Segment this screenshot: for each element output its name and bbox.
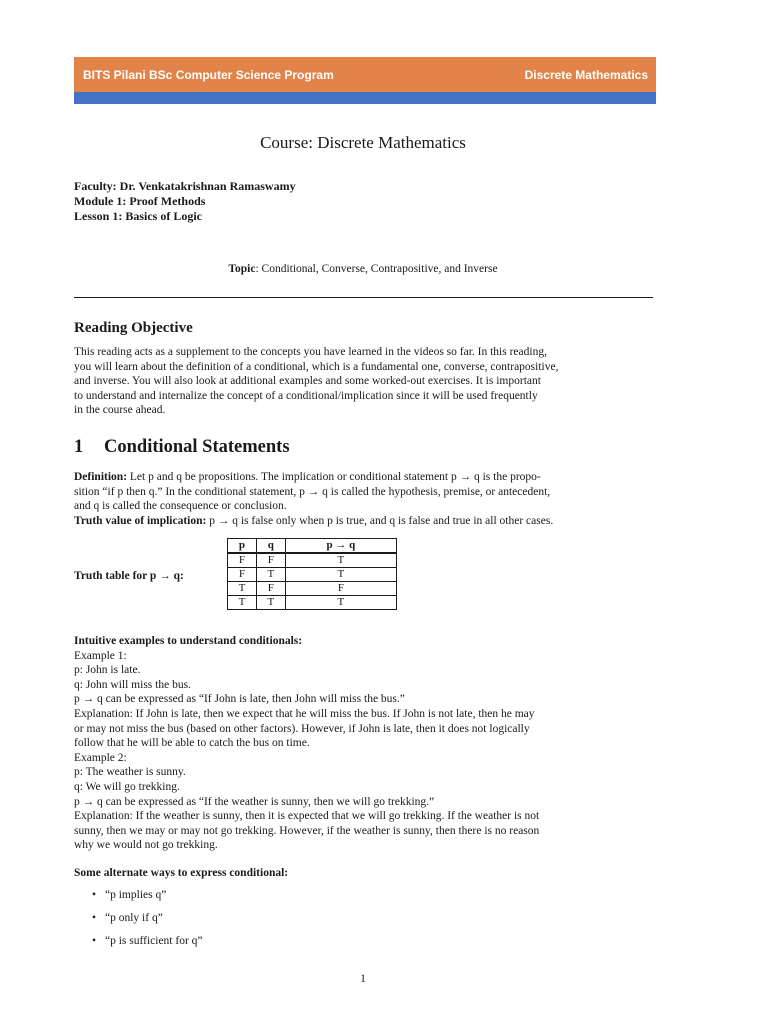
examples-heading <box>74 634 653 649</box>
text-line: p → q can be expressed as “If the weather is sunny, then we will go trekking.” <box>74 795 435 808</box>
text-run: p → q is false only when p is true, and q is false and true in all other cases. <box>206 514 554 527</box>
text-line <box>74 470 653 485</box>
table-row <box>228 596 397 610</box>
program-name: BITS Pilani BSc Computer Science Program <box>83 68 334 82</box>
examples-heading-text: Intuitive examples to understand conditionals: <box>74 635 303 647</box>
truth-value-label: Truth value of implication: <box>74 514 207 527</box>
text-line: Example 1: <box>74 649 127 662</box>
table-cell: T <box>285 596 396 610</box>
module-line: Module 1: Proof Methods <box>74 194 206 208</box>
list-item: • “p is sufficient for q” <box>74 934 203 957</box>
topic-label: Topic <box>228 263 256 275</box>
table-header-cell: p <box>228 539 257 554</box>
section-heading <box>74 437 290 458</box>
list-item: • “p only if q” <box>74 911 203 934</box>
text-line: p: The weather is sunny. <box>74 766 186 779</box>
alternates-heading: Some alternate ways to express conditional: <box>74 867 289 879</box>
definition-label: Definition: <box>74 471 128 483</box>
table-cell: T <box>228 596 257 610</box>
topic-line <box>0 263 726 275</box>
truth-table-label: Truth table for p → q: <box>74 570 184 582</box>
course-meta <box>74 179 296 224</box>
table-cell: F <box>285 582 396 596</box>
text-line: to understand and internalize the concept of a conditional/implication since it will be used frequently <box>74 389 538 402</box>
text-line: and inverse. You will also look at additional examples and some worked-out exercises. It is important <box>74 375 541 388</box>
text-line: follow that he will be able to catch the bus on time. <box>74 737 310 750</box>
page-number: 1 <box>360 973 366 985</box>
table-cell: F <box>228 568 257 582</box>
table-row <box>228 568 397 582</box>
text-line: Explanation: If the weather is sunny, then it is expected that we will go trekking. If the weather is not <box>74 810 540 823</box>
horizontal-rule <box>74 297 653 298</box>
table-cell: T <box>285 568 396 582</box>
list-item: • “p implies q” <box>74 888 203 911</box>
section-title: Conditional Statements <box>104 437 290 457</box>
table-header-cell: q <box>256 539 285 554</box>
table-cell: F <box>256 582 285 596</box>
text-line: or may not miss the bus (based on other factors). However, if John is late, then it does not logically <box>74 722 530 735</box>
text-line: p: John is late. <box>74 664 141 677</box>
table-row <box>228 582 397 596</box>
text-line: sunny, then we may or may not go trekking. However, if the weather is sunny, then there is no reason <box>74 824 540 837</box>
header-accent-bar <box>74 92 656 104</box>
table-cell: T <box>256 596 285 610</box>
table-cell: F <box>256 553 285 568</box>
text-line: you will learn about the definition of a conditional, which is a fundamental one, converse, contrapositive, <box>74 360 559 373</box>
alternates-list <box>74 888 203 957</box>
table-header-row <box>228 539 397 554</box>
text-line: This reading acts as a supplement to the concepts you have learned in the videos so far. In this reading, <box>74 346 547 358</box>
course-tag: Discrete Mathematics <box>524 68 648 82</box>
reading-objective-paragraph <box>74 345 653 418</box>
text-line: in the course ahead. <box>74 404 166 417</box>
text-line: q: John will miss the bus. <box>74 678 191 691</box>
text-line: sition “if p then q.” In the conditional statement, p → q is called the hypothesis, premise, or antecedent, <box>74 485 551 498</box>
text-line: q: We will go trekking. <box>74 780 180 793</box>
table-row <box>228 553 397 568</box>
reading-objective-heading: Reading Objective <box>74 320 193 336</box>
table-cell: F <box>228 553 257 568</box>
text-line: p → q can be expressed as “If John is late, then John will miss the bus.” <box>74 693 405 706</box>
faculty-line: Faculty: Dr. Venkatakrishnan Ramaswamy <box>74 179 296 193</box>
examples-paragraph <box>74 634 653 853</box>
section-number: 1 <box>74 437 84 457</box>
text-line: Example 2: <box>74 751 127 764</box>
text-line: and q is called the consequence or conclusion. <box>74 500 287 513</box>
page-title: Course: Discrete Mathematics <box>260 133 466 152</box>
header-banner <box>74 57 656 92</box>
table-header-cell: p → q <box>285 539 396 554</box>
table-cell: T <box>256 568 285 582</box>
definition-paragraph <box>74 470 653 528</box>
table-cell: T <box>285 553 396 568</box>
truth-table <box>227 538 397 610</box>
table-cell: T <box>228 582 257 596</box>
text-line: why we would not go trekking. <box>74 839 218 852</box>
topic-text: : Conditional, Converse, Contrapositive, and Inverse <box>255 263 498 275</box>
text-run: Let p and q be propositions. The implication or conditional statement p → q is the propo- <box>127 471 541 483</box>
lesson-line: Lesson 1: Basics of Logic <box>74 209 203 223</box>
text-line <box>74 514 653 529</box>
text-line: Explanation: If John is late, then we expect that he will miss the bus. If John is not late, then he may <box>74 707 535 720</box>
